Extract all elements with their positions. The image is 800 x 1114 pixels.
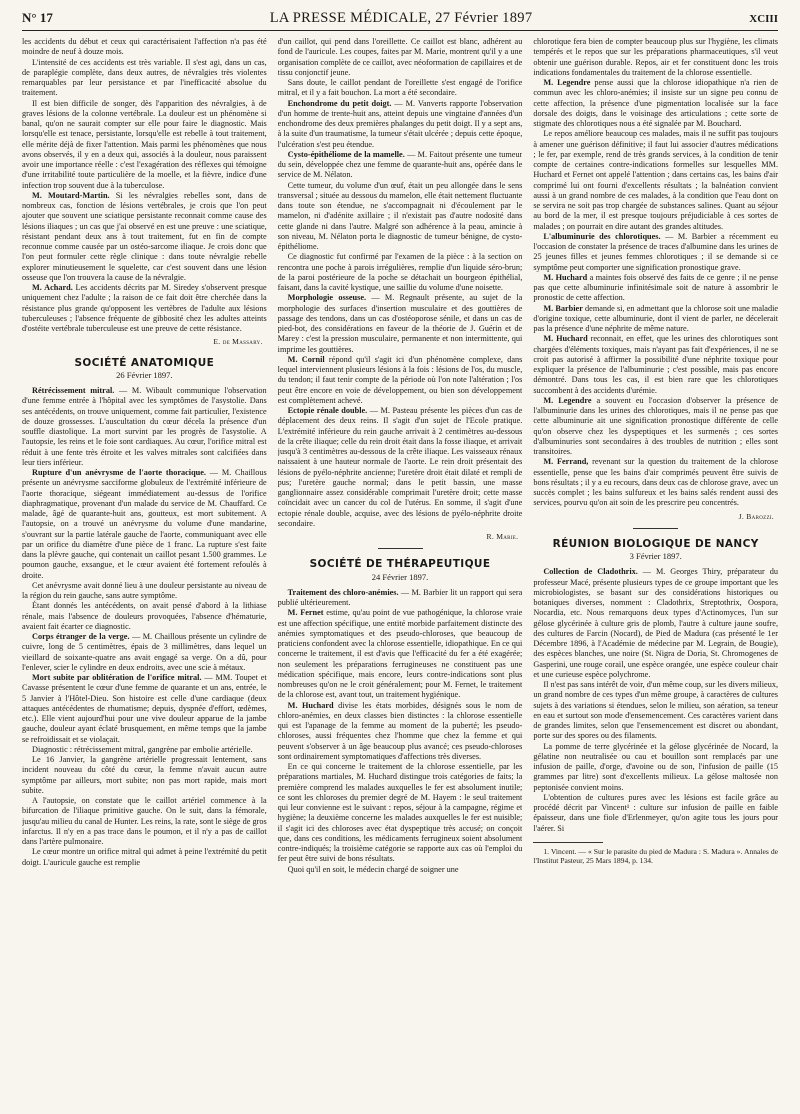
paragraph: Le repos améliore beaucoup ces malades, mais il ne suffit pas toujours à amener une guérison définitive; il faut lui associer d'autres médications ; le fer, par exemple, rend de très grands services, à la condition de tenir compte de certaines contre-indications formelles sur lesquelles MM. Huchard et Fernet ont appelé l'attention ; dans certains cas, les bains d'air comprimé lui ont fourni d'excellents résultats ; la balnéation convient aussi à un grand nombre de ces malades, à la condition que l'eau dont on se servira ne soit pas trop chargée de substances salines. Quant au séjour au bord de la mer, il est presque toujours préjudiciable à ces sortes de malades ; on pourrait en dire autant des grandes altitudes. [533,129,778,231]
section-title: SOCIÉTÉ DE THÉRAPEUTIQUE [309,558,491,571]
paragraph: L'obtention de cultures pures avec les lésions est facile grâce au procédé décrit par Vincent¹ : culture sur infusion de paille en faible épaisseur, dans une fiole d'Erlenmeyer, qu'on agite tous les jours pour l'aérer. Si [533,792,778,833]
issue-date: 27 Février 1897 [435,10,533,26]
paragraph [533,567,778,680]
section-title: RÉUNION BIOLOGIQUE DE NANCY [552,537,759,550]
paragraph [22,632,267,673]
article-title: Ectopie rénale double. [287,406,368,415]
paragraph [278,406,523,529]
signature: E. de Massary. [213,337,263,347]
section-divider [633,528,678,529]
speaker-name: M. Huchard [287,700,334,710]
paragraph: les accidents du début et ceux qui caractérisaient l'affection n'a pas été moindre de neuf à douze mois. [22,37,267,57]
signature: R. Marie. [486,532,519,541]
paragraph-text: — M. Chaillous présente un anévrysme sacciforme globuleux de l'extrémité inférieure de l'aorte thoracique, siégeant immédiatement au-dessus de l'orifice diaphragmatique, provenant d'un malade du service de M. Chauffard. Ce malade, âgé de quarante-huit ans, goutteux, est mort subitement. A l'autopsie, on a trouvé un anévrysme du volume d'une mandarine, s'ouvrant sur la partie latérale gauche de l'aorte, communiquant avec elle par un orifice du diamètre d'une pièce de 1 franc. La rupture s'est faite dans la plèvre gauche, qui contenait un caillot pesant 1.500 grammes. Le poumon gauche, exsangue, et le cœur avaient été fortement refoulés à droite. [22,468,267,580]
column-3 [533,37,778,1112]
article-title: Mort subite par oblitération de l'orifice mitral. [32,673,202,682]
paragraph-text: — M. Wibault communique l'observation d'une femme entrée à l'hôpital avec les symptômes de l'asystolie. Dans ses antécédents, on trouve uniquement, comme fait particulier, l'existence de douze grossesses. L'auscultation du cœur décela la présence d'un souffle diastolique. La mort survint par les progrès de l'asystolie. A l'autopsie, les reins et le foie sont cardiaques. Au cœur, l'orifice mitral est réduit à une fente très étroite et les valves mitrales sont calcifiées dans leur tiers inférieur. [22,386,267,467]
section-date: 26 Février 1897. [116,369,173,380]
paragraph-text: a maintes fois observé des faits de ce genre ; il ne pense pas que cette albuminurie infinitésimale soit de nature à assombrir le pronostic de cette affection. [533,272,778,303]
paragraph-text: a souvent eu l'occasion d'observer la présence de l'albuminurie dans les urines des chlorotiques, mais il ne pense pas que cette albuminurie ait une signification pronostique différente de celle qu'on observe chez les dyspeptiques et les surmenés ; ces sortes d'albuminuries sont secondaires à des troubles de nutrition ; elles sont transitoires. [533,395,778,456]
paragraph [278,701,523,763]
paragraph-text: — M. Vanverts rapporte l'observation d'un homme de trente-huit ans, atteint depuis une vingtaine d'années d'un enchondrome des deux premières phalanges du petit doigt. Il y a sept ans, à la suite d'un traumatisme, la tumeur s'était ulcérée ; depuis cette époque, l'ulcération s'est peu étendue. [277,98,523,149]
paragraph: Ce diagnostic fut confirmé par l'examen de la pièce : à la section on rencontra une poche à parois irrégulières, remplie d'un liquide séro-brun; de la paroi postérieure de la poche se détachait un bourgeon épithélial, faisant, dans la cavité kystique, une saillie du volume d'une noisette. [277,252,523,292]
paragraph-text: reconnait, en effet, que les urines des chlorotiques sont chargées d'éléments toxiques, mais n'ayant pas fait d'expériences, il ne se croit pas autorisé à affirmer la possibilité d'une néphrite toxique pour expliquer la présence de l'albuminurie ; c'est possible, mais pas encore démontré. Dans tous les cas, il est bien rare que les chlorotiques succombent à des accidents d'urémie. [533,334,778,395]
paragraph-text: revenant sur la question du traitement de la chlorose essentielle, pense que les bains d'air comprimés peuvent être suivis de bons résultats ; il y a eu recours, dans deux cas de chlorose grave, avec un succès complet ; les bains sulfureux et les bains salés rendent aussi des services, pourvu qu'on ait soin de les prescrire peu concentrés. [533,457,778,508]
paragraph [22,386,267,468]
paragraph: Le cœur montre un orifice mitral qui admet à peine l'extrémité du petit doigt. L'auricule gauche est remplie [22,847,267,867]
paragraph [278,588,523,609]
paragraph: Le 16 Janvier, la gangrène artérielle progressait lentement, sans incident nouveau du côté du cœur, la femme n'avait aucun autre symptôme par ailleurs, mort subite; non pas mort rapide, mais mort subite. [22,755,267,795]
paragraph: A l'autopsie, on constate que le caillot artériel commence à la bifurcation de l'iliaque primitive gauche. On le suit, dans la fémorale, jusqu'au milieu du canal de Hunter. Les reins, la rate, sont le siège de gros infarctus. Il n'y en a pas trace dans le poumon, et il n'y a pas de caillot dans l'artère pulmonaire. [22,796,267,846]
footnote: 1. Vincent. — « Sur le parasite du pied de Madura : S. Madura ». Annales de l'Institut Pasteur, 25 Mars 1894, p. 134. [533,846,778,866]
article-title: L'albuminurie des chlorotiques. [543,231,661,241]
columns [22,37,778,1112]
section-divider [378,548,423,549]
paragraph [533,78,778,129]
paragraph: Sans doute, le caillot pendant de l'oreillette s'est engagé de l'orifice mitral, et il y a fait bouchon. La mort a été secondaire. [277,78,523,98]
article-title: Traitement des chloro-anémies. [287,587,399,597]
paragraph [278,355,523,406]
article-title: Rupture d'un anévrysme de l'aorte thoracique. [32,468,206,477]
page-folio: XCIII [749,13,778,25]
paragraph: Cette tumeur, du volume d'un œuf, était un peu allongée dans le sens transversal ; située au dessous du mamelon, elle était nettement fluctuante dans toute son étendue, ne s'accompagnait ni d'écoulement par le mamelon, ni d'adénite axillaire ; il n'existait pas d'autre nodosité dans cette glande ni dans l'autre. Malgré son adhérence à la peau, amincie à son niveau, M. Nélaton porta le diagnostic de tumeur bénigne, de cysto-épithéliome. [277,180,523,251]
issue-number: N° 17 [22,10,53,25]
paragraph-text: — M. Pasteau présente les pièces d'un cas de déplacement des deux reins. Il s'agit d'un sujet de l'Ecole pratique. L'extrémité inférieure du rein gauche arrivait à 2 centimètres au-dessous de la crête iliaque; celle du rein droit était dans la fosse iliaque, et arrivait jusqu'à 3 centimètres au-dessous de la crête iliaque. Les vaisseaux rénaux naissaient à une hauteur normale de l'aorte. Le rein droit présentait des lésions de pyélo-néphrite ancienne; l'uretère droit était dilaté et rempli de pus; l'uretère gauche normal; dans le petit bassin, une masse ganglionnaire assez considérable comprimait l'uretère droit; cette masse coïncidait avec un cancer du col de l'utérus. En somme, il s'agit d'une ectopie rénale double, acquise, avec des lésions de pyélo-néphrite droite secondaire. [277,406,523,528]
paragraph-text: divise les états morbides, désignés sous le nom de chloro-anémies, en deux classes bien distinctes : la chlorose essentielle qui est l'apanage de la femme au moment de la puberté; les pseudo-chloroses, aussi fréquentes chez l'homme que chez la femme et qui peuvent s'observer à un âge beaucoup plus avancé; ces pseudo-chloroses sont ordinairement symptomatiques d'affections très diverses. [277,700,523,761]
paragraph-text: — M. Barbier lit un rapport qui sera publié ultérieurement. [277,587,523,607]
paragraph: En ce qui concerne le traitement de la chlorose essentielle, par les préparations martiales, M. Huchard distingue trois catégories de faits; la première comprend les malades auxquelles le fer est absolument inutile; ce sont les chloroses du premier degré de M. Hayem : le seul traitement qui leur convienne est le suivant : repos, séjour à la campagne, régime et hygiène; la deuxième concerne les malades auxquelles le fer est nuisible; il s'agit ici des chloroses avec état dyspeptique très accusé; on conçoit que, dans ces conditions, les médicaments ferrugineux soient absolument contre-indiqués; la troisième catégorie se rapporte aux cas où l'emploi du fer peut être suivi de bons résultats. [277,762,523,864]
paragraph-text: — M. Chaillous présente un cylindre de cuivre, long de 5 centimètres, épais de 3 millimètres, dans lequel un vieillard de soixante-quatre ans avait engagé sa verge. On a dû, pour l'enlever, scier le cylindre en deux endroits, avec une scie à métaux. [22,632,267,672]
paragraph [533,304,778,335]
column-1 [22,37,267,1112]
paragraph [533,396,778,458]
paragraph [278,293,523,355]
paragraph-text: répond qu'il s'agit ici d'un phénomène complexe, dans lequel interviennent plusieurs lésions à la fois : lésions de l'os, du muscle, du tendon; il faut tenir compte de la période où l'on note l'altération ; l'os peut être encore en voie de développement, ou bien son développement est complètement achevé. [277,354,523,405]
paragraph [22,673,267,745]
paragraph-text: Si les névralgies rebelles sont, dans de nombreux cas, fonction de lésions vertébrales, je crois que l'on peut ajouter que souvent une sciatique persistante reconnait comme cause des lésions iliaques ; un cas que j'ai observé en est une preuve : une sciatique, résistant pendant deux ans à tout traitement, fut en fin de compte reconnue comme causée par un ostéo-sarcome iliaque. Je crois donc que l'on peut formuler cette règle clinique : dans toute névralgie rebelle explorer minutieusement le squelette, car c'est souvent dans une lésion osseuse que l'on trouvera la cause de la névralgie. [22,190,267,282]
journal-title [270,10,533,27]
paragraph-text: — M. Barbier a récemment eu l'occasion de constater la présence de traces d'albumine dans les urines de 25 jeunes filles et jeunes femmes chlorotiques ; il se demande si ce symptôme peut comporter une signification pronostique grave. [533,231,778,272]
speaker-name: M. Ferrand, [543,457,589,467]
speaker-name: M. Cornil [287,354,325,364]
speaker-name: M. Huchard [543,334,588,344]
speaker-name: M. Achard. [32,283,73,292]
signature: J. Barozzi. [738,511,775,521]
speaker-name: M. Huchard [543,272,588,282]
paragraph: Cet anévrysme avait donné lieu à une douleur persistante au niveau de la région du rein gauche, sans autre symptôme. [22,580,267,600]
running-head [22,10,778,31]
paragraph [278,150,523,181]
section-title: SOCIÉTÉ ANATOMIQUE [74,356,215,369]
paragraph-text: — M. Faitout présente une tumeur du sein, développée chez une femme de quarante-huit ans, opérée dans le service de M. Nélaton. [277,149,523,180]
article-title: Morphologie osseuse. [287,293,367,303]
paragraph: Quoi qu'il en soit, le médecin chargé de soigner une [287,864,459,874]
paragraph [278,99,523,150]
article-title: Rétrécissement mitral. [32,386,115,395]
paragraph: d'un caillot, qui pend dans l'oreillette. Ce caillot est blanc, adhérent au fond de l'auricule. Les coupes, faites par M. Marie, montrent qu'il y a une organisation complète de ce caillot, avec néoformation de capillaires et de tissu conjonctif jeune. [277,37,523,77]
article-title: Corps étranger de la verge. [32,632,130,641]
paragraph [533,273,778,304]
article-title: Enchondrome du petit doigt. [287,98,392,108]
paragraph-text: demande si, en admettant que la chlorose soit une maladie d'origine toxique, cette albuminurie, dont il vient de parler, ne décelerait pas la présence d'une néphrite de même nature. [533,303,778,333]
journal-name: LA PRESSE MÉDICALE, [269,10,432,26]
paragraph: La pomme de terre glycérinée et la gélose glycérinée de Nocard, la gélatine non neutralisée ou cau et bouillon sont remplacés par une infusion de paille, d'orge, d'avoine ou de son, l'infusion de paille (15 grammes par litre) sont d'excellents milieux. La gélose maltosée non peptonisée convient moins. [533,741,778,792]
paragraph [278,608,523,700]
column-2 [278,37,523,1112]
paragraph-text: — MM. Toupet et Cavasse présentent le cœur d'une femme de quarante et un ans, entrée, le 5 Janvier à l'Hôtel-Dieu. Son histoire est celle d'une cardiaque (deux attaques antécédentes de rhumatisme; depuis, dyspnée d'effort, œdèmes, etc.). Elle vient aujourd'hui pour une vive douleur apparue de la jambe gauche, douleur ayant éclaté brusquement, en même temps que la jambe se refroidissait et se violaçait. [22,673,267,744]
paragraph: L'intensité de ces accidents est très variable. Il s'est agi, dans un cas, de paraplégie complète, dans deux autres, de névralgies très violentes remarquables par leur persistance et par l'inefficacité absolue du traitement. [22,57,267,98]
paragraph [533,232,778,273]
speaker-name: M. Legendre [543,395,592,405]
paragraph: chlorotique fera bien de compter beaucoup plus sur l'hygiène, les climats tempérés et le repos que sur les préparations pharmaceutiques, s'il veut obtenir une guérison durable. Repos, air et fer constituent donc les trois indications fondamentales du traitement de la chlorose essentielle. [533,37,778,77]
paragraph: Il est bien difficile de songer, dès l'apparition des névralgies, à de graves lésions de la colonne vertébrale. La douleur est un phénomène si banal, qu'on ne saurait compter sur elle pour faire le diagnostic. Mais lorsqu'elle est tenace, persistante, lorsqu'elle est rebelle à tout traitement, elle mérite déjà de fixer l'attention. Mais parmi les phénomènes que nous avons observés, il y en a deux qui, associés à la douleur, nous paraissent avoir une importance réelle : c'est l'exagération des réflexes qui témoigne d'une irritabilité toute particulière de la moelle, et la fièvre, indice d'une infection trop souvent due à la tuberculose. [22,98,267,190]
article-title: Collection de Cladothrix. [543,567,638,577]
speaker-name: M. Fernet [287,608,324,618]
paragraph-text: Les accidents décrits par M. Siredey s'observent presque uniquement chez l'adulte ; la raison de ce fait doit être cherchée dans la résistance plus grande qu'opposent les vertèbres de l'adulte aux lésions tuberculeuses ; l'absence fréquente de gibbosité chez les adultes atteints d'ostéite vertébrale tuberculeuse est une preuve de cette résistance. [22,283,267,333]
paragraph: Étant donnés les antécédents, on avait pensé d'abord à la lithiase rénale, mais l'absence de douleurs provoquées, l'absence d'hématurie, avaient fait écarter ce diagnostic. [22,601,267,631]
paragraph [22,191,267,283]
paragraph: Diagnostic : rétrécissement mitral, gangrène par embolie artérielle. [32,744,253,754]
section-date: 3 Février 1897. [629,551,682,561]
speaker-name: M. Barbier [543,303,583,313]
speaker-name: M. Moutard-Martin. [32,190,110,200]
footnote-rule [533,842,603,843]
paragraph-text: — M. Regnault présente, au sujet de la morphologie des surfaces d'insertion musculaire et des gouttières de passage des tendons, dans un cas d'ostéoporose sénile, et dans un cas de pied-bot, des considérations en faveur de la théorie de J. Guérin et de Marey : c'est la pression musculaire, permanente et non intermittente, qui imprime les gouttières. [277,293,523,354]
article-title: Cysto-épithéliome de la mamelle. [287,149,405,159]
paragraph [22,468,267,581]
paragraph [533,334,778,396]
paragraph-text: estime, qu'au point de vue pathogénique, la chlorose vraie est une affection spécifique, une entité morbide parfaitement distincte des anémies symptomatiques et des pseudo-chloroses, que beaucoup de praticiens confondent avec la chlorose essentielle, idiopathique. En ce qui concerne le traitement, il est d'avis que l'efficacité du fer a été exagérée; non seulement les préparations ferrugineuses ne constituent pas une médication spécifique, mais encore, leurs contre-indications sont plus nombreuses qu'on ne le croit généralement; pour M. Fernet, le traitement de la chlorose est, avant tout, un traitement hygiénique. [277,608,523,700]
paragraph-text: — M. Georges Thiry, préparateur du professeur Macé, présente plusieurs types de ce groupe important que les microbiologistes, se basant sur des considérations historiques ou botaniques diverses, nomment : Cladothrix, Streptothrix, Oospora, Nocardia, etc. Nous remarquons deux types d'Actinomyces, l'un sur gélose glycérinée à culture gris de plomb, l'autre à culture jaune soufre, des cultures de Farcin (Nocard), de Pied de Madura (cas présenté le 1er Décembre 1896, à l'Académie de médecine par M. Legrain, de Bougie), des espèces blanches, une noire (St. Nigra de Doria, St. Chromogenes de Gasperini, une rouge corail, une espèce orangée, une espèce couleur chair et une curieuse espèce polychrome. [533,567,778,679]
paragraph-text: pense aussi que la chlorose idiopathique n'a rien de commun avec les chloro-anémies; il insiste sur un signe peu connu de cette affection, la présence d'une pigmentation localisée sur la face dorsale des doigts, dans le voisinage des articulations ; cette sorte de stigmate des chlorotiques nous a été signalée par M. Bouchard. [533,78,778,128]
paragraph: Il n'est pas sans intérêt de voir, d'un même coup, sur les divers milieux, un grand nombre de ces types d'un même groupe, à caractères de cultures sujets à des variations si étendues, selon le milieu, son aération, sa teneur en eau et surtout son mode d'ensemencement. Ces caractères varient dans de grandes limites, selon que l'ensemencement est discret ou abondant, porte sur des spores ou des filaments. [533,680,778,741]
paragraph [533,457,778,508]
section-date: 24 Février 1897. [371,571,429,582]
paragraph [22,283,267,334]
speaker-name: M. Legendre [543,78,591,87]
